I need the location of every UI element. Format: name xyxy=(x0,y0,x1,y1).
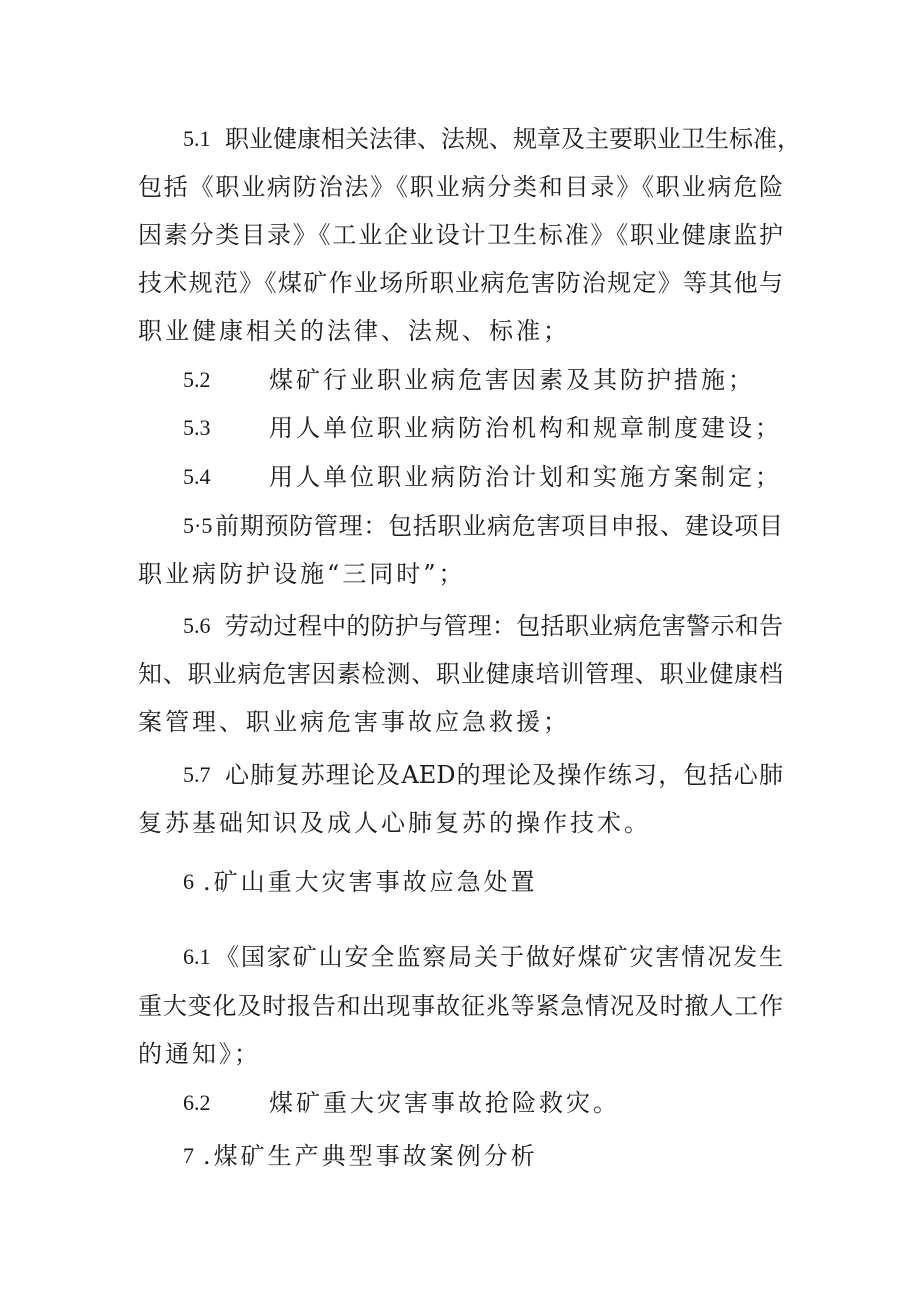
section-number: 5.6 xyxy=(183,613,211,638)
section-number: 7 xyxy=(183,1143,194,1168)
section-line: 包括《职业病防治法》《职业病分类和目录》《职业病危险 xyxy=(138,173,783,201)
section-line: 因素分类目录》《工业企业设计卫生标准》《职业健康监护 xyxy=(138,221,783,249)
section-line: 案管理、职业病危害事故应急救援； xyxy=(138,708,570,736)
section-number: 5.4 xyxy=(183,464,211,489)
section-number: 5.7 xyxy=(183,762,211,787)
section-number: 5.1 xyxy=(183,126,211,151)
section-text: 煤矿行业职业病危害因素及其防护措施； xyxy=(269,366,755,394)
section-number: 5.3 xyxy=(183,415,211,440)
section-line: 技术规范》《煤矿作业场所职业病危害防治规定》等其他与 xyxy=(138,269,783,297)
section-first-line: 职业健康相关法律、法规、规章及主要职业卫生标准， xyxy=(225,125,801,153)
section-number: 6.1 xyxy=(183,944,211,969)
section-first-line: 心肺复苏理论及AED的理论及操作练习，包括心肺 xyxy=(225,761,783,789)
section-line: 职业病防护设施“三同时”； xyxy=(138,560,466,588)
section-number: 6 xyxy=(183,869,194,894)
section-line: 知、职业病危害因素检测、职业健康培训管理、职业健康档 xyxy=(138,660,783,688)
section-text: 用人单位职业病防治机构和规章制度建设； xyxy=(269,414,782,442)
section-heading: .煤矿生产典型事故案例分析 xyxy=(203,1142,538,1170)
section-number: 5·5 xyxy=(183,513,213,538)
section-line: 复苏基础知识及成人心肺复苏的操作技术。 xyxy=(138,809,651,837)
section-line: 职业健康相关的法律、法规、标准； xyxy=(138,317,570,345)
section-text: 煤矿重大灾害事故抢险救灾。 xyxy=(269,1089,620,1117)
section-text: 用人单位职业病防治计划和实施方案制定； xyxy=(269,463,782,491)
section-number: 6.2 xyxy=(183,1090,211,1115)
section-first-line: 劳动过程中的防护与管理：包括职业病危害警示和告 xyxy=(225,612,783,640)
section-line: 重大变化及时报告和出现事故征兆等紧急情况及时撤人工作 xyxy=(138,992,783,1020)
section-first-line: 《国家矿山安全监察局关于做好煤矿灾害情况发生 xyxy=(215,943,783,971)
section-heading: .矿山重大灾害事故应急处置 xyxy=(203,868,538,896)
section-number: 5.2 xyxy=(183,367,211,392)
section-first-line: 前期预防管理：包括职业病危害项目申报、建设项目 xyxy=(215,512,783,540)
section-line: 的通知》； xyxy=(138,1040,261,1068)
